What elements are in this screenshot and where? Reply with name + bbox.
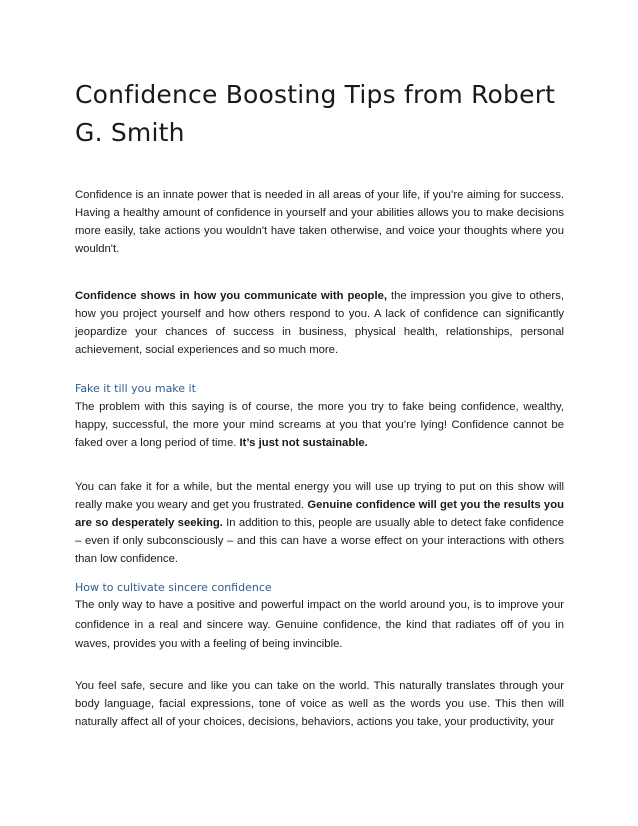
feel-safe-paragraph-text: You feel safe, secure and like you can take on the world. This naturally translates through your body language, facial expressions, tone of voice as well as the words you use. This then will naturally affect all of your choices, decisions, behaviors, actions you take, your productivity, your (75, 680, 564, 728)
fake-it-bold-text: It’s just not sustainable. (239, 437, 368, 449)
fake-it-paragraph (75, 398, 564, 452)
communication-paragraph (75, 287, 564, 359)
communication-bold-text: Confidence shows in how you communicate with people, (75, 290, 388, 302)
followup-text-b: In addition to this, people are usually able to detect fake confidence – even if only subconsciously – and this can have a worse effect on your interactions with others than low confidence. (75, 517, 564, 565)
fake-it-paragraph-text: The problem with this saying is of course, the more you try to fake being confidence, wealthy, happy, successful, the more your mind screams at you that you’re lying! Confidence cannot be faked over a long period of time. (75, 401, 564, 449)
intro-paragraph (75, 186, 564, 258)
followup-text-a: You can fake it for a while, but the mental energy you will use up trying to put on this show will really make you weary and get you frustrated. (75, 481, 564, 511)
document-title: Confidence Boosting Tips from Robert G. Smith (75, 80, 556, 147)
followup-bold-text: Genuine confidence will get you the results you are so desperately seeking. (75, 499, 565, 529)
cultivate-paragraph-text: The only way to have a positive and powerful impact on the world around you, is to improve your confidence in a real and sincere way. Genuine confidence, the kind that radiates off of you in waves, provides you with a feeling of being invincible. (75, 599, 564, 650)
cultivate-paragraph (75, 596, 564, 655)
communication-paragraph-text: the impression you give to others, how you project yourself and how others respond to you. A lack of confidence can significantly jeopardize your chances of success in business, physical health, relationships, personal achievement, social experiences and so much more. (75, 290, 564, 356)
feel-safe-paragraph (75, 677, 564, 731)
fake-it-followup-paragraph (75, 478, 564, 568)
section-heading-cultivate: How to cultivate sincere confidence (75, 581, 272, 594)
intro-paragraph-text: Confidence is an innate power that is needed in all areas of your life, if you’re aiming for success. Having a healthy amount of confidence in yourself and your abilities allows you to make decisions more easily, take actions you wouldn't have taken otherwise, and voice your thoughts where you wouldn't. (75, 189, 564, 255)
section-heading-fake-it: Fake it till you make it (75, 382, 196, 395)
